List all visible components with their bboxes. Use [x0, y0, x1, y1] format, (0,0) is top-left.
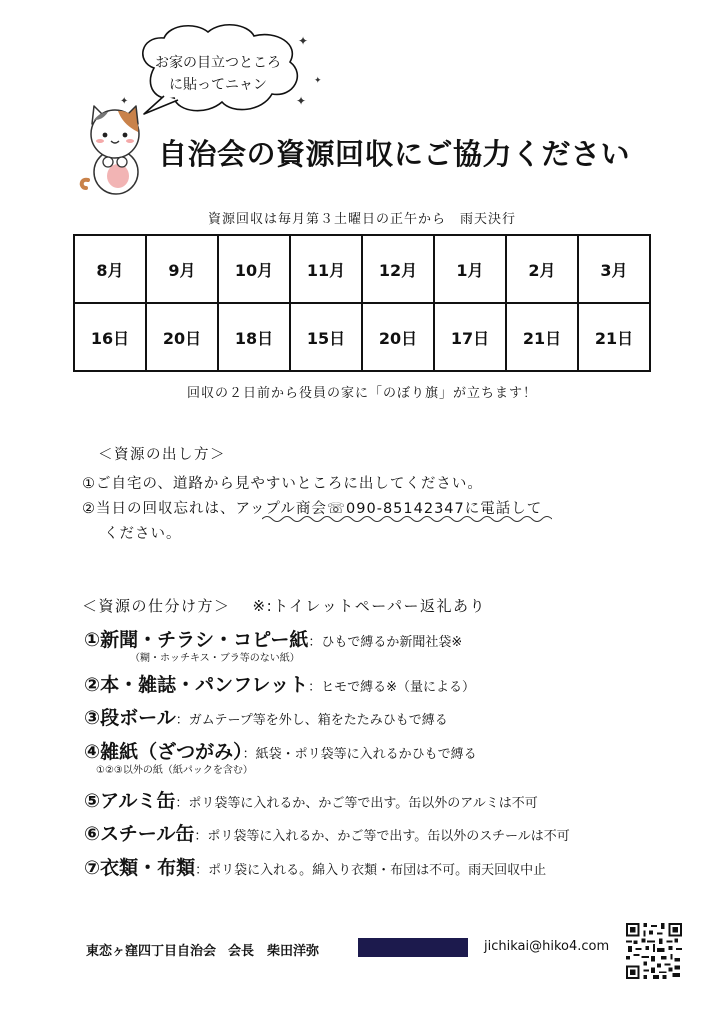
sparkle-icon: ✦: [296, 94, 307, 108]
schedule-note: 資源回収は毎月第３土曜日の正午から 雨天決行: [207, 212, 516, 227]
cat-illustration-icon: [78, 104, 152, 196]
sorting-item: [84, 670, 475, 697]
month-cell: 9月: [146, 235, 218, 303]
month-cell: 8月: [74, 235, 146, 303]
item-name: ⑥スチール缶: [84, 823, 195, 845]
month-cell: 3月: [578, 235, 650, 303]
month-cell: 12月: [362, 235, 434, 303]
item-name: ⑦衣類・布類: [84, 857, 196, 879]
item-desc: ：ポリ袋等に入れるか、かご等で出す。缶以外のスチールは不可: [194, 829, 570, 844]
sorting-item: [84, 853, 546, 880]
howto-item-2-continued: ください。: [104, 526, 182, 542]
wavy-underline: [262, 514, 552, 524]
item-desc: ：ヒモで縛る※（量による）: [308, 680, 476, 695]
sparkle-icon: ✦: [314, 76, 322, 86]
day-cell: 20日: [146, 303, 218, 371]
sorting-item: [84, 703, 448, 730]
item-sub: ①②③以外の紙（紙パックを含む）: [96, 765, 253, 776]
item-name: ③段ボール: [84, 707, 176, 729]
sorting-heading: [82, 595, 486, 616]
sorting-item: [84, 737, 477, 776]
day-cell: 20日: [362, 303, 434, 371]
sorting-heading-note: ※:トイレットペーパー返礼あり: [252, 597, 486, 615]
item-sub: （糊・ホッチキス・ブラ等のない紙）: [130, 653, 300, 664]
bubble-text: [140, 52, 296, 96]
item-desc: ：ポリ袋に入れる。綿入り衣類・布団は不可。雨天回収中止: [195, 863, 547, 878]
day-cell: 21日: [578, 303, 650, 371]
flag-note: 回収の２日前から役員の家に「のぼり旗」が立ちます！: [186, 386, 537, 401]
item-name: ④雑紙（ざつがみ）: [84, 741, 243, 763]
month-cell: 1月: [434, 235, 506, 303]
contact-email: jichikai@hiko4.com: [484, 939, 610, 954]
howto-heading: ＜資源の出し方＞: [98, 447, 226, 463]
item-name: ⑤アルミ缶: [84, 790, 176, 812]
sorting-heading-title: ＜資源の仕分け方＞: [82, 597, 231, 615]
month-row: [74, 235, 650, 303]
bubble-line-2: に貼ってニャン: [169, 77, 267, 93]
item-desc: ：紙袋・ポリ袋等に入れるかひもで縛る: [242, 747, 477, 762]
item-name: ①新聞・チラシ・コピー紙: [84, 629, 309, 651]
day-cell: 16日: [74, 303, 146, 371]
day-cell: 18日: [218, 303, 290, 371]
sparkle-icon: ✦: [120, 96, 129, 107]
item-desc: ：ガムテープ等を外し、箱をたたみひもで縛る: [175, 713, 448, 728]
howto-item-1: ①ご自宅の、道路から見やすいところに出してください。: [82, 476, 483, 492]
qr-code-icon: [626, 923, 682, 979]
footer-organization: [86, 940, 319, 959]
org-name: 東恋ヶ窪四丁目自治会: [86, 944, 217, 959]
page-title: 自治会の資源回収にご協力ください: [158, 137, 631, 171]
day-row: [74, 303, 650, 371]
day-cell: 17日: [434, 303, 506, 371]
item-name: ②本・雑誌・パンフレット: [84, 674, 309, 696]
howto-item-2-suffix: に電話して: [464, 501, 543, 517]
sorting-item: [84, 625, 463, 664]
sorting-item: [84, 819, 570, 846]
schedule-table: [73, 234, 651, 372]
item-desc: ：ひもで縛るか新聞社袋※: [308, 635, 463, 650]
item-desc: ：ポリ袋等に入れるか、かご等で出す。缶以外のアルミは不可: [175, 796, 538, 811]
bubble-line-1: お家の目立つところ: [155, 55, 281, 71]
month-cell: 10月: [218, 235, 290, 303]
day-cell: 21日: [506, 303, 578, 371]
redacted-block: [358, 938, 468, 957]
month-cell: 2月: [506, 235, 578, 303]
sorting-item: [84, 786, 538, 813]
chair-name: 会長 柴田洋弥: [228, 944, 320, 959]
month-cell: 11月: [290, 235, 362, 303]
sparkle-icon: ✦: [298, 34, 309, 48]
contact-phone: アップル商会☏090-85142347: [235, 501, 465, 517]
howto-item-2-prefix: ②当日の回収忘れは、: [82, 501, 236, 517]
day-cell: 15日: [290, 303, 362, 371]
